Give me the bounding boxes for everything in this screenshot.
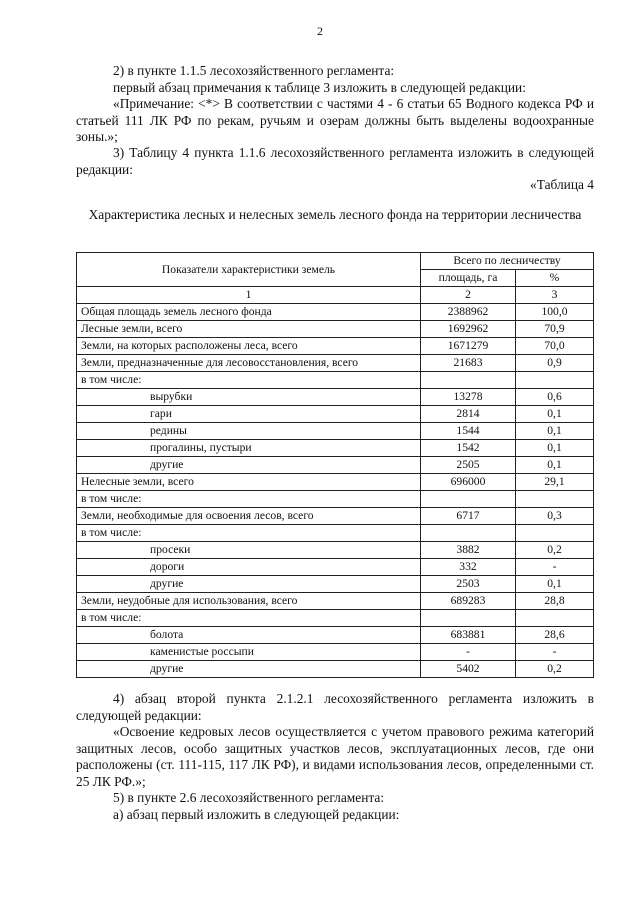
row-percent: 28,6 bbox=[516, 627, 594, 644]
table-caption: Характеристика лесных и нелесных земель лесного фонда на территории лесничества bbox=[88, 207, 582, 222]
row-area: 3882 bbox=[421, 542, 516, 559]
table-row bbox=[77, 576, 594, 593]
row-label: редины bbox=[77, 423, 421, 440]
row-label: в том числе: bbox=[77, 491, 421, 508]
row-area: 1692962 bbox=[421, 321, 516, 338]
row-area: 2814 bbox=[421, 406, 516, 423]
row-area: 2505 bbox=[421, 457, 516, 474]
table-row bbox=[77, 661, 594, 678]
row-area: 6717 bbox=[421, 508, 516, 525]
paragraph-item-5: 5) в пункте 2.6 лесохозяйственного регламента: bbox=[113, 790, 385, 805]
row-area: - bbox=[421, 644, 516, 661]
row-percent: 0,2 bbox=[516, 542, 594, 559]
header-total-forestry: Всего по лесничеству bbox=[421, 253, 594, 270]
column-number-3: 3 bbox=[516, 287, 594, 304]
row-label: Лесные земли, всего bbox=[77, 321, 421, 338]
table-row bbox=[77, 457, 594, 474]
row-area: 683881 bbox=[421, 627, 516, 644]
row-label: в том числе: bbox=[77, 525, 421, 542]
row-label: вырубки bbox=[77, 389, 421, 406]
row-percent: 0,1 bbox=[516, 423, 594, 440]
table-row bbox=[77, 338, 594, 355]
row-percent: 29,1 bbox=[516, 474, 594, 491]
row-percent bbox=[516, 372, 594, 389]
row-label: Общая площадь земель лесного фонда bbox=[77, 304, 421, 321]
row-label: Земли, на которых расположены леса, всего bbox=[77, 338, 421, 355]
page-number: 2 bbox=[317, 24, 323, 38]
row-area: 332 bbox=[421, 559, 516, 576]
column-number-row bbox=[77, 287, 594, 304]
row-area bbox=[421, 610, 516, 627]
table-row bbox=[77, 644, 594, 661]
row-area: 696000 bbox=[421, 474, 516, 491]
table-reference: «Таблица 4 bbox=[530, 177, 594, 192]
row-percent: 0,6 bbox=[516, 389, 594, 406]
paragraph-item-2: 2) в пункте 1.1.5 лесохозяйственного регламента: bbox=[113, 63, 395, 78]
row-label: просеки bbox=[77, 542, 421, 559]
table-row bbox=[77, 389, 594, 406]
table-row bbox=[77, 304, 594, 321]
table-row bbox=[77, 610, 594, 627]
row-percent bbox=[516, 610, 594, 627]
row-label: другие bbox=[77, 576, 421, 593]
row-area: 13278 bbox=[421, 389, 516, 406]
row-area bbox=[421, 491, 516, 508]
row-percent: 0,3 bbox=[516, 508, 594, 525]
table-row bbox=[77, 355, 594, 372]
header-area: площадь, га bbox=[421, 270, 516, 287]
row-area: 1542 bbox=[421, 440, 516, 457]
row-percent: 0,1 bbox=[516, 440, 594, 457]
table-row bbox=[77, 406, 594, 423]
table-row bbox=[77, 508, 594, 525]
paragraph-note-intro: первый абзац примечания к таблице 3 изложить в следующей редакции: bbox=[113, 80, 526, 95]
table-header-row bbox=[77, 253, 594, 270]
row-area: 5402 bbox=[421, 661, 516, 678]
row-label: другие bbox=[77, 457, 421, 474]
row-label: в том числе: bbox=[77, 610, 421, 627]
row-area: 21683 bbox=[421, 355, 516, 372]
row-label: Земли, неудобные для использования, всего bbox=[77, 593, 421, 610]
row-label: Земли, предназначенные для лесовосстановления, всего bbox=[77, 355, 421, 372]
row-percent: 70,0 bbox=[516, 338, 594, 355]
table-row bbox=[77, 593, 594, 610]
table-row bbox=[77, 474, 594, 491]
row-percent: 0,1 bbox=[516, 406, 594, 423]
table-row bbox=[77, 525, 594, 542]
row-percent: 0,1 bbox=[516, 576, 594, 593]
header-percent: % bbox=[516, 270, 594, 287]
row-percent: 0,9 bbox=[516, 355, 594, 372]
row-area: 2503 bbox=[421, 576, 516, 593]
table-row bbox=[77, 321, 594, 338]
row-area: 689283 bbox=[421, 593, 516, 610]
row-label: Нелесные земли, всего bbox=[77, 474, 421, 491]
row-area: 2388962 bbox=[421, 304, 516, 321]
row-label: прогалины, пустыри bbox=[77, 440, 421, 457]
table-row bbox=[77, 542, 594, 559]
row-area: 1544 bbox=[421, 423, 516, 440]
table-row bbox=[77, 423, 594, 440]
row-label: дороги bbox=[77, 559, 421, 576]
row-area: 1671279 bbox=[421, 338, 516, 355]
row-percent: - bbox=[516, 559, 594, 576]
row-area bbox=[421, 525, 516, 542]
table-row bbox=[77, 491, 594, 508]
column-number-1: 1 bbox=[77, 287, 421, 304]
row-percent: - bbox=[516, 644, 594, 661]
header-indicators: Показатели характеристики земель bbox=[77, 253, 421, 287]
row-label: каменистые россыпи bbox=[77, 644, 421, 661]
row-percent: 100,0 bbox=[516, 304, 594, 321]
row-percent bbox=[516, 525, 594, 542]
row-percent bbox=[516, 491, 594, 508]
paragraph-cedar-forests: «Освоение кедровых лесов осуществляется с учетом правового режима категорий защитных лесов, особо защитных участков лесов, эксплуатационных лесов, где они расположены (ст. 111-115, 117 ЛК РФ), и видами использования лесов, определенными ст. 25 ЛК РФ.»; bbox=[76, 724, 594, 789]
paragraph-note-text: «Примечание: <*> В соответствии с частями 4 - 6 статьи 65 Водного кодекса РФ и статьей 111 ЛК РФ по рекам, ручьям и озерам должны быть выделены водоохранные зоны.»; bbox=[76, 96, 594, 145]
table-row bbox=[77, 627, 594, 644]
row-percent: 0,2 bbox=[516, 661, 594, 678]
row-label: болота bbox=[77, 627, 421, 644]
paragraph-item-5a: а) абзац первый изложить в следующей редакции: bbox=[113, 807, 400, 822]
table-row bbox=[77, 559, 594, 576]
column-number-2: 2 bbox=[421, 287, 516, 304]
land-characteristics-table bbox=[76, 252, 594, 678]
row-percent: 70,9 bbox=[516, 321, 594, 338]
row-percent: 0,1 bbox=[516, 457, 594, 474]
row-label: Земли, необходимые для освоения лесов, всего bbox=[77, 508, 421, 525]
row-label: другие bbox=[77, 661, 421, 678]
paragraph-item-4: 4) абзац второй пункта 2.1.2.1 лесохозяйственного регламента изложить в следующей редакции: bbox=[76, 691, 594, 723]
table-row bbox=[77, 440, 594, 457]
row-label: в том числе: bbox=[77, 372, 421, 389]
table-row bbox=[77, 372, 594, 389]
row-percent: 28,8 bbox=[516, 593, 594, 610]
row-area bbox=[421, 372, 516, 389]
row-label: гари bbox=[77, 406, 421, 423]
paragraph-item-3: 3) Таблицу 4 пункта 1.1.6 лесохозяйственного регламента изложить в следующей редакции: bbox=[76, 145, 594, 177]
